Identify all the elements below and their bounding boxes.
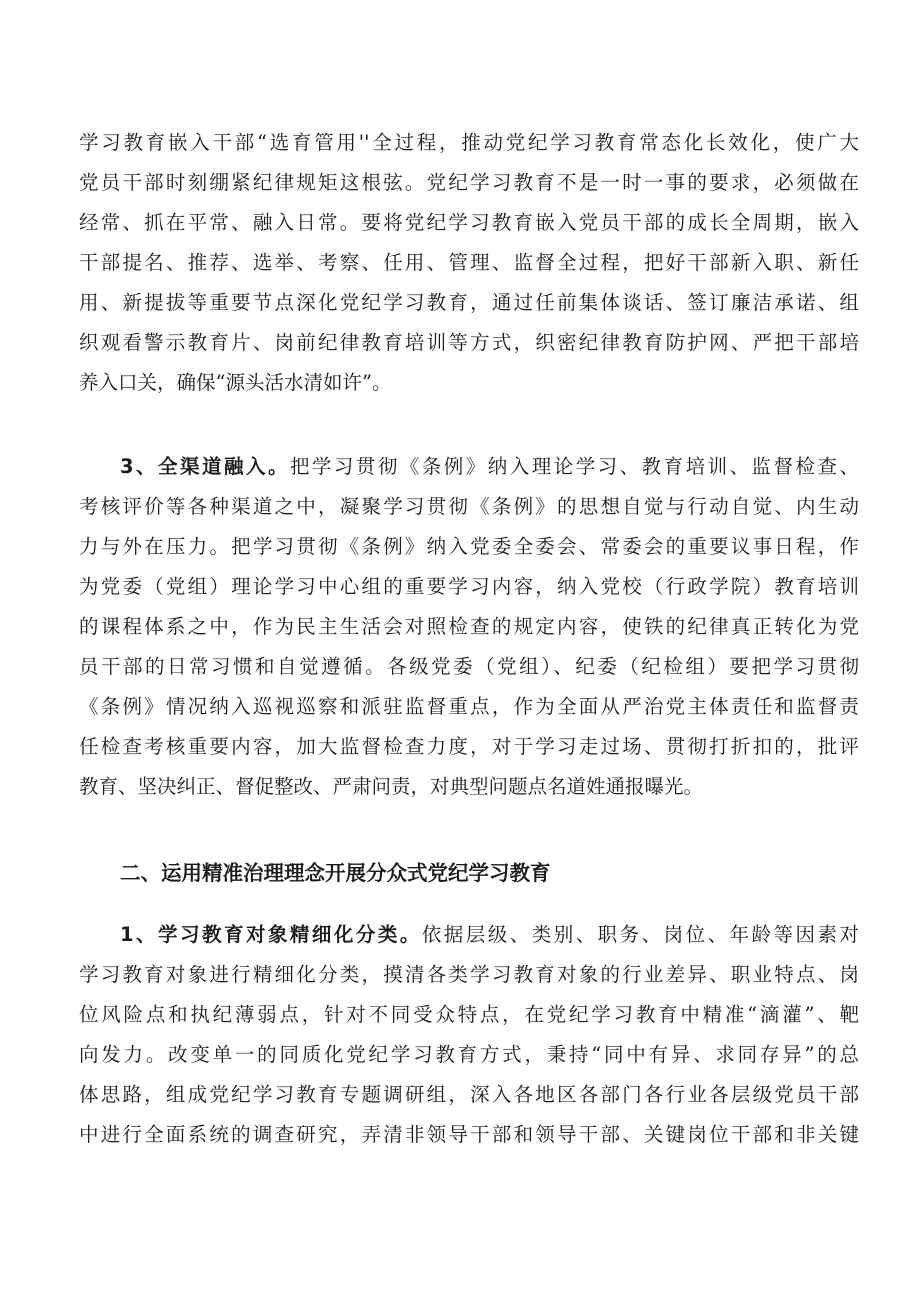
paragraph-3-first-line-text: 依据层级、类别、职务、岗位、年龄等因素对 <box>421 923 859 946</box>
paragraph-3-line-6: 中进行全面系统的调查研究，弄清非领导干部和领导干部、关键岗位干部和非关键 <box>79 1123 859 1146</box>
paragraph-2-line-8: 任检查考核重要内容，加大监督检查力度，对于学习走过场、贯彻打折扣的，批评 <box>79 735 859 758</box>
paragraph-2-line-7: 《条例》情况纳入巡视巡察和派驻监督重点，作为全面从严治党主体责任和监督责 <box>79 695 859 718</box>
paragraph-3-line-3: 位风险点和执纪薄弱点，针对不同受众特点，在党纪学习教育中精准“滴灌”、靶 <box>79 1003 859 1026</box>
paragraph-2-lead: 3、全渠道融入。 <box>120 455 290 478</box>
paragraph-1-line-4: 干部提名、推荐、选举、考察、任用、管理、监督全过程，把好干部新入职、新任 <box>79 251 859 274</box>
paragraph-3-line-4: 向发力。改变单一的同质化党纪学习教育方式，秉持“同中有异、求同存异”的总 <box>79 1043 859 1066</box>
paragraph-2-line-3: 力与外在压力。把学习贯彻《条例》纳入党委全委会、常委会的重要议事日程，作 <box>79 535 859 558</box>
paragraph-1-line-3: 经常、抓在平常、融入日常。要将党纪学习教育嵌入党员干部的成长全周期，嵌入 <box>79 211 859 234</box>
paragraph-1-line-5: 用、新提拔等重要节点深化党纪学习教育，通过任前集体谈话、签订廉洁承诺、组 <box>79 291 859 314</box>
paragraph-3-line-1 <box>79 915 859 955</box>
paragraph-2-line-2: 考核评价等各种渠道之中，凝聚学习贯彻《条例》的思想自觉与行动自觉、内生动 <box>79 495 859 518</box>
paragraph-3-lead: 1、学习教育对象精细化分类。 <box>120 923 422 946</box>
paragraph-2-line-1 <box>79 447 859 487</box>
paragraph-2-line-4: 为党委（党组）理论学习中心组的重要学习内容，纳入党校（行政学院）教育培训 <box>79 575 859 598</box>
paragraph-2-line-9: 教育、坚决纠正、督促整改、严肃问责，对典型问题点名道姓通报曝光。 <box>79 775 704 798</box>
paragraph-1-line-6: 织观看警示教育片、岗前纪律教育培训等方式，织密纪律教育防护网、严把干部培 <box>79 331 859 354</box>
paragraph-1 <box>79 123 859 403</box>
paragraph-1-line-7: 养入口关，确保“源头活水清如许”。 <box>79 371 392 394</box>
paragraph-2-line-5: 的课程体系之中，作为民主生活会对照检查的规定内容，使铁的纪律真正转化为党 <box>79 615 859 638</box>
paragraph-3-line-2: 学习教育对象进行精细化分类，摸清各类学习教育对象的行业差异、职业特点、岗 <box>79 963 859 986</box>
paragraph-3-line-5: 体思路，组成党纪学习教育专题调研组，深入各地区各部门各行业各层级党员干部 <box>79 1083 859 1106</box>
section-heading: 二、运用精准治理理念开展分众式党纪学习教育 <box>120 861 551 885</box>
paragraph-2-first-line-text: 把学习贯彻《条例》纳入理论学习、教育培训、监督检查、 <box>289 455 859 478</box>
paragraph-2 <box>79 447 859 807</box>
paragraph-3 <box>79 915 859 1155</box>
paragraph-2-line-6: 员干部的日常习惯和自觉遵循。各级党委（党组）、纪委（纪检组）要把学习贯彻 <box>79 655 859 678</box>
paragraph-1-line-1: 学习教育嵌入干部“选育管用''全过程，推动党纪学习教育常态化长效化，使广大 <box>79 131 859 154</box>
paragraph-1-line-2: 党员干部时刻绷紧纪律规矩这根弦。党纪学习教育不是一时一事的要求，必须做在 <box>79 171 859 194</box>
